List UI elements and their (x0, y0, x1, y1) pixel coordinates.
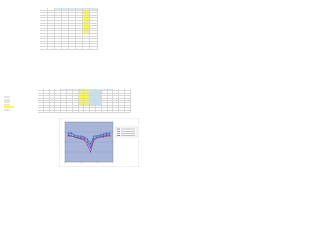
series-3-point (90, 146, 91, 147)
top-table-cell[interactable] (69, 47, 76, 50)
series-1-point (68, 133, 69, 134)
series-1-point (109, 133, 110, 134)
top-table-cell[interactable] (76, 47, 83, 50)
top-table-cell[interactable] (83, 47, 90, 50)
row-label-marker (4, 109, 10, 111)
series-2-point (81, 139, 82, 140)
series-2-point (68, 135, 69, 136)
series-2-point (106, 135, 107, 136)
data-table-cell[interactable] (125, 111, 131, 113)
series-1-point (90, 144, 91, 145)
series-4-point (77, 138, 78, 139)
series-2-point (103, 136, 104, 137)
series-4-point (87, 142, 88, 143)
top-table-cell[interactable] (40, 47, 48, 50)
series-2-point (109, 135, 110, 136)
series-4-point (74, 137, 75, 138)
series-2-point (87, 145, 88, 146)
series-1-point (77, 136, 78, 137)
series-1-point (106, 133, 107, 134)
series-4-point (97, 138, 98, 139)
series-3-point (103, 135, 104, 136)
series-1-point (81, 136, 82, 137)
series-3-point (74, 136, 75, 137)
series-4-point (106, 136, 107, 137)
series-3-point (77, 137, 78, 138)
series-3-point (106, 134, 107, 135)
series-4-point (84, 139, 85, 140)
line-chart (59, 118, 139, 167)
series-2-point (84, 140, 85, 141)
series-1-point (71, 133, 72, 134)
series-3-point (81, 137, 82, 138)
series-1-point (93, 136, 94, 137)
series-1-point (87, 139, 88, 140)
series-1-point (97, 136, 98, 137)
top-table-cell[interactable] (55, 47, 62, 50)
series-4-point (71, 136, 72, 137)
series-3-point (71, 134, 72, 135)
series-3-point (87, 140, 88, 141)
series-3-point (109, 134, 110, 135)
series-3-point (68, 134, 69, 135)
chart-legend (116, 127, 137, 137)
series-4-point (100, 137, 101, 138)
top-table-cell[interactable] (90, 47, 98, 50)
series-1-point (74, 135, 75, 136)
series-3-point (93, 137, 94, 138)
series-1-point (84, 137, 85, 138)
top-table-cell[interactable] (48, 47, 55, 50)
series-3-point (100, 136, 101, 137)
series-2-point (90, 152, 91, 153)
series-3-point (97, 137, 98, 138)
series-4-point (93, 139, 94, 140)
top-table-cell[interactable] (62, 47, 69, 50)
series-4-point (68, 136, 69, 137)
series-3-point (84, 138, 85, 139)
series-4-point (81, 138, 82, 139)
series-1-point (103, 134, 104, 135)
series-4-point (90, 148, 91, 149)
series-4-point (103, 137, 104, 138)
series-4-point (109, 136, 110, 137)
series-1-point (100, 135, 101, 136)
